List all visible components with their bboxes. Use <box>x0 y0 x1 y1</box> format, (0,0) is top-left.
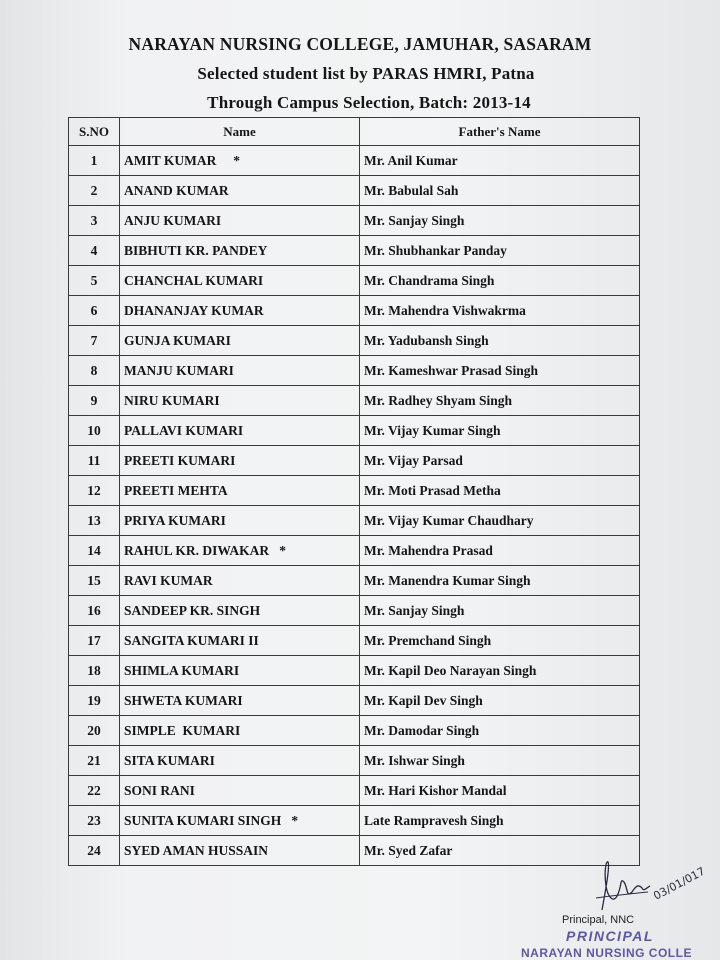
cell-father: Mr. Babulal Sah <box>360 176 640 206</box>
table-row <box>69 266 640 296</box>
cell-sno: 2 <box>69 176 120 206</box>
cell-name: SHIMLA KUMARI <box>120 656 360 686</box>
cell-father: Mr. Kameshwar Prasad Singh <box>360 356 640 386</box>
column-header-sno: S.NO <box>69 118 120 146</box>
cell-sno: 6 <box>69 296 120 326</box>
cell-father: Mr. Ishwar Singh <box>360 746 640 776</box>
cell-sno: 7 <box>69 326 120 356</box>
table-row <box>69 476 640 506</box>
cell-name: SONI RANI <box>120 776 360 806</box>
table-row <box>69 536 640 566</box>
column-header-name: Name <box>120 118 360 146</box>
cell-father: Mr. Syed Zafar <box>360 836 640 866</box>
cell-father: Mr. Kapil Dev Singh <box>360 686 640 716</box>
table-row <box>69 326 640 356</box>
table-row <box>69 146 640 176</box>
cell-name: SITA KUMARI <box>120 746 360 776</box>
cell-father: Mr. Anil Kumar <box>360 146 640 176</box>
table-row <box>69 206 640 236</box>
table-row <box>69 836 640 866</box>
cell-name: CHANCHAL KUMARI <box>120 266 360 296</box>
table-header-row <box>69 118 640 146</box>
cell-sno: 18 <box>69 656 120 686</box>
cell-sno: 12 <box>69 476 120 506</box>
cell-name: ANJU KUMARI <box>120 206 360 236</box>
cell-father: Mr. Damodar Singh <box>360 716 640 746</box>
cell-name: SANDEEP KR. SINGH <box>120 596 360 626</box>
cell-father: Mr. Manendra Kumar Singh <box>360 566 640 596</box>
document-header <box>0 30 720 117</box>
cell-sno: 17 <box>69 626 120 656</box>
cell-sno: 4 <box>69 236 120 266</box>
cell-sno: 14 <box>69 536 120 566</box>
cell-father: Mr. Vijay Kumar Chaudhary <box>360 506 640 536</box>
table-row <box>69 176 640 206</box>
student-table <box>68 117 640 866</box>
cell-sno: 21 <box>69 746 120 776</box>
cell-name: PREETI MEHTA <box>120 476 360 506</box>
table-row <box>69 236 640 266</box>
stamp-title: PRINCIPAL <box>566 928 654 944</box>
cell-father: Mr. Kapil Deo Narayan Singh <box>360 656 640 686</box>
table-body <box>69 146 640 866</box>
cell-name: RAVI KUMAR <box>120 566 360 596</box>
cell-father: Mr. Mahendra Vishwakrma <box>360 296 640 326</box>
cell-name: SUNITA KUMARI SINGH * <box>120 806 360 836</box>
signature-date: 03/01/017 <box>651 864 708 903</box>
cell-father: Mr. Hari Kishor Mandal <box>360 776 640 806</box>
cell-sno: 5 <box>69 266 120 296</box>
cell-sno: 19 <box>69 686 120 716</box>
cell-sno: 11 <box>69 446 120 476</box>
cell-father: Mr. Moti Prasad Metha <box>360 476 640 506</box>
table-row <box>69 656 640 686</box>
table-row <box>69 416 640 446</box>
cell-sno: 3 <box>69 206 120 236</box>
cell-father: Mr. Sanjay Singh <box>360 206 640 236</box>
cell-name: PREETI KUMARI <box>120 446 360 476</box>
cell-father: Mr. Premchand Singh <box>360 626 640 656</box>
cell-sno: 10 <box>69 416 120 446</box>
cell-father: Mr. Radhey Shyam Singh <box>360 386 640 416</box>
cell-name: AMIT KUMAR * <box>120 146 360 176</box>
principal-signature <box>588 858 708 918</box>
cell-sno: 16 <box>69 596 120 626</box>
cell-sno: 15 <box>69 566 120 596</box>
cell-father: Mr. Vijay Kumar Singh <box>360 416 640 446</box>
cell-name: SHWETA KUMARI <box>120 686 360 716</box>
college-title: NARAYAN NURSING COLLEGE, JAMUHAR, SASARAM <box>128 34 592 54</box>
table-row <box>69 806 640 836</box>
table-row <box>69 386 640 416</box>
stamp-college: NARAYAN NURSING COLLE <box>521 946 692 960</box>
table-row <box>69 686 640 716</box>
table-row <box>69 356 640 386</box>
cell-sno: 22 <box>69 776 120 806</box>
table-row <box>69 566 640 596</box>
batch-line: Through Campus Selection, Batch: 2013-14 <box>207 93 531 112</box>
table-row <box>69 746 640 776</box>
table-row <box>69 446 640 476</box>
cell-name: DHANANJAY KUMAR <box>120 296 360 326</box>
table-row <box>69 716 640 746</box>
cell-father: Mr. Shubhankar Panday <box>360 236 640 266</box>
cell-father: Mr. Mahendra Prasad <box>360 536 640 566</box>
cell-father: Mr. Yadubansh Singh <box>360 326 640 356</box>
cell-name: MANJU KUMARI <box>120 356 360 386</box>
cell-father: Mr. Chandrama Singh <box>360 266 640 296</box>
table-row <box>69 596 640 626</box>
cell-name: SIMPLE KUMARI <box>120 716 360 746</box>
cell-name: GUNJA KUMARI <box>120 326 360 356</box>
cell-sno: 1 <box>69 146 120 176</box>
cell-name: RAHUL KR. DIWAKAR * <box>120 536 360 566</box>
cell-father: Mr. Sanjay Singh <box>360 596 640 626</box>
column-header-father: Father's Name <box>360 118 640 146</box>
cell-name: PALLAVI KUMARI <box>120 416 360 446</box>
list-subtitle: Selected student list by PARAS HMRI, Patna <box>197 64 535 83</box>
cell-sno: 24 <box>69 836 120 866</box>
cell-sno: 13 <box>69 506 120 536</box>
cell-father: Mr. Vijay Parsad <box>360 446 640 476</box>
table-row <box>69 626 640 656</box>
cell-sno: 20 <box>69 716 120 746</box>
cell-name: NIRU KUMARI <box>120 386 360 416</box>
table-row <box>69 506 640 536</box>
cell-sno: 8 <box>69 356 120 386</box>
cell-father: Late Rampravesh Singh <box>360 806 640 836</box>
cell-name: SYED AMAN HUSSAIN <box>120 836 360 866</box>
cell-sno: 9 <box>69 386 120 416</box>
cell-name: ANAND KUMAR <box>120 176 360 206</box>
principal-label: Principal, NNC <box>562 914 635 926</box>
cell-name: PRIYA KUMARI <box>120 506 360 536</box>
table-row <box>69 296 640 326</box>
cell-name: BIBHUTI KR. PANDEY <box>120 236 360 266</box>
cell-sno: 23 <box>69 806 120 836</box>
cell-name: SANGITA KUMARI II <box>120 626 360 656</box>
table-row <box>69 776 640 806</box>
